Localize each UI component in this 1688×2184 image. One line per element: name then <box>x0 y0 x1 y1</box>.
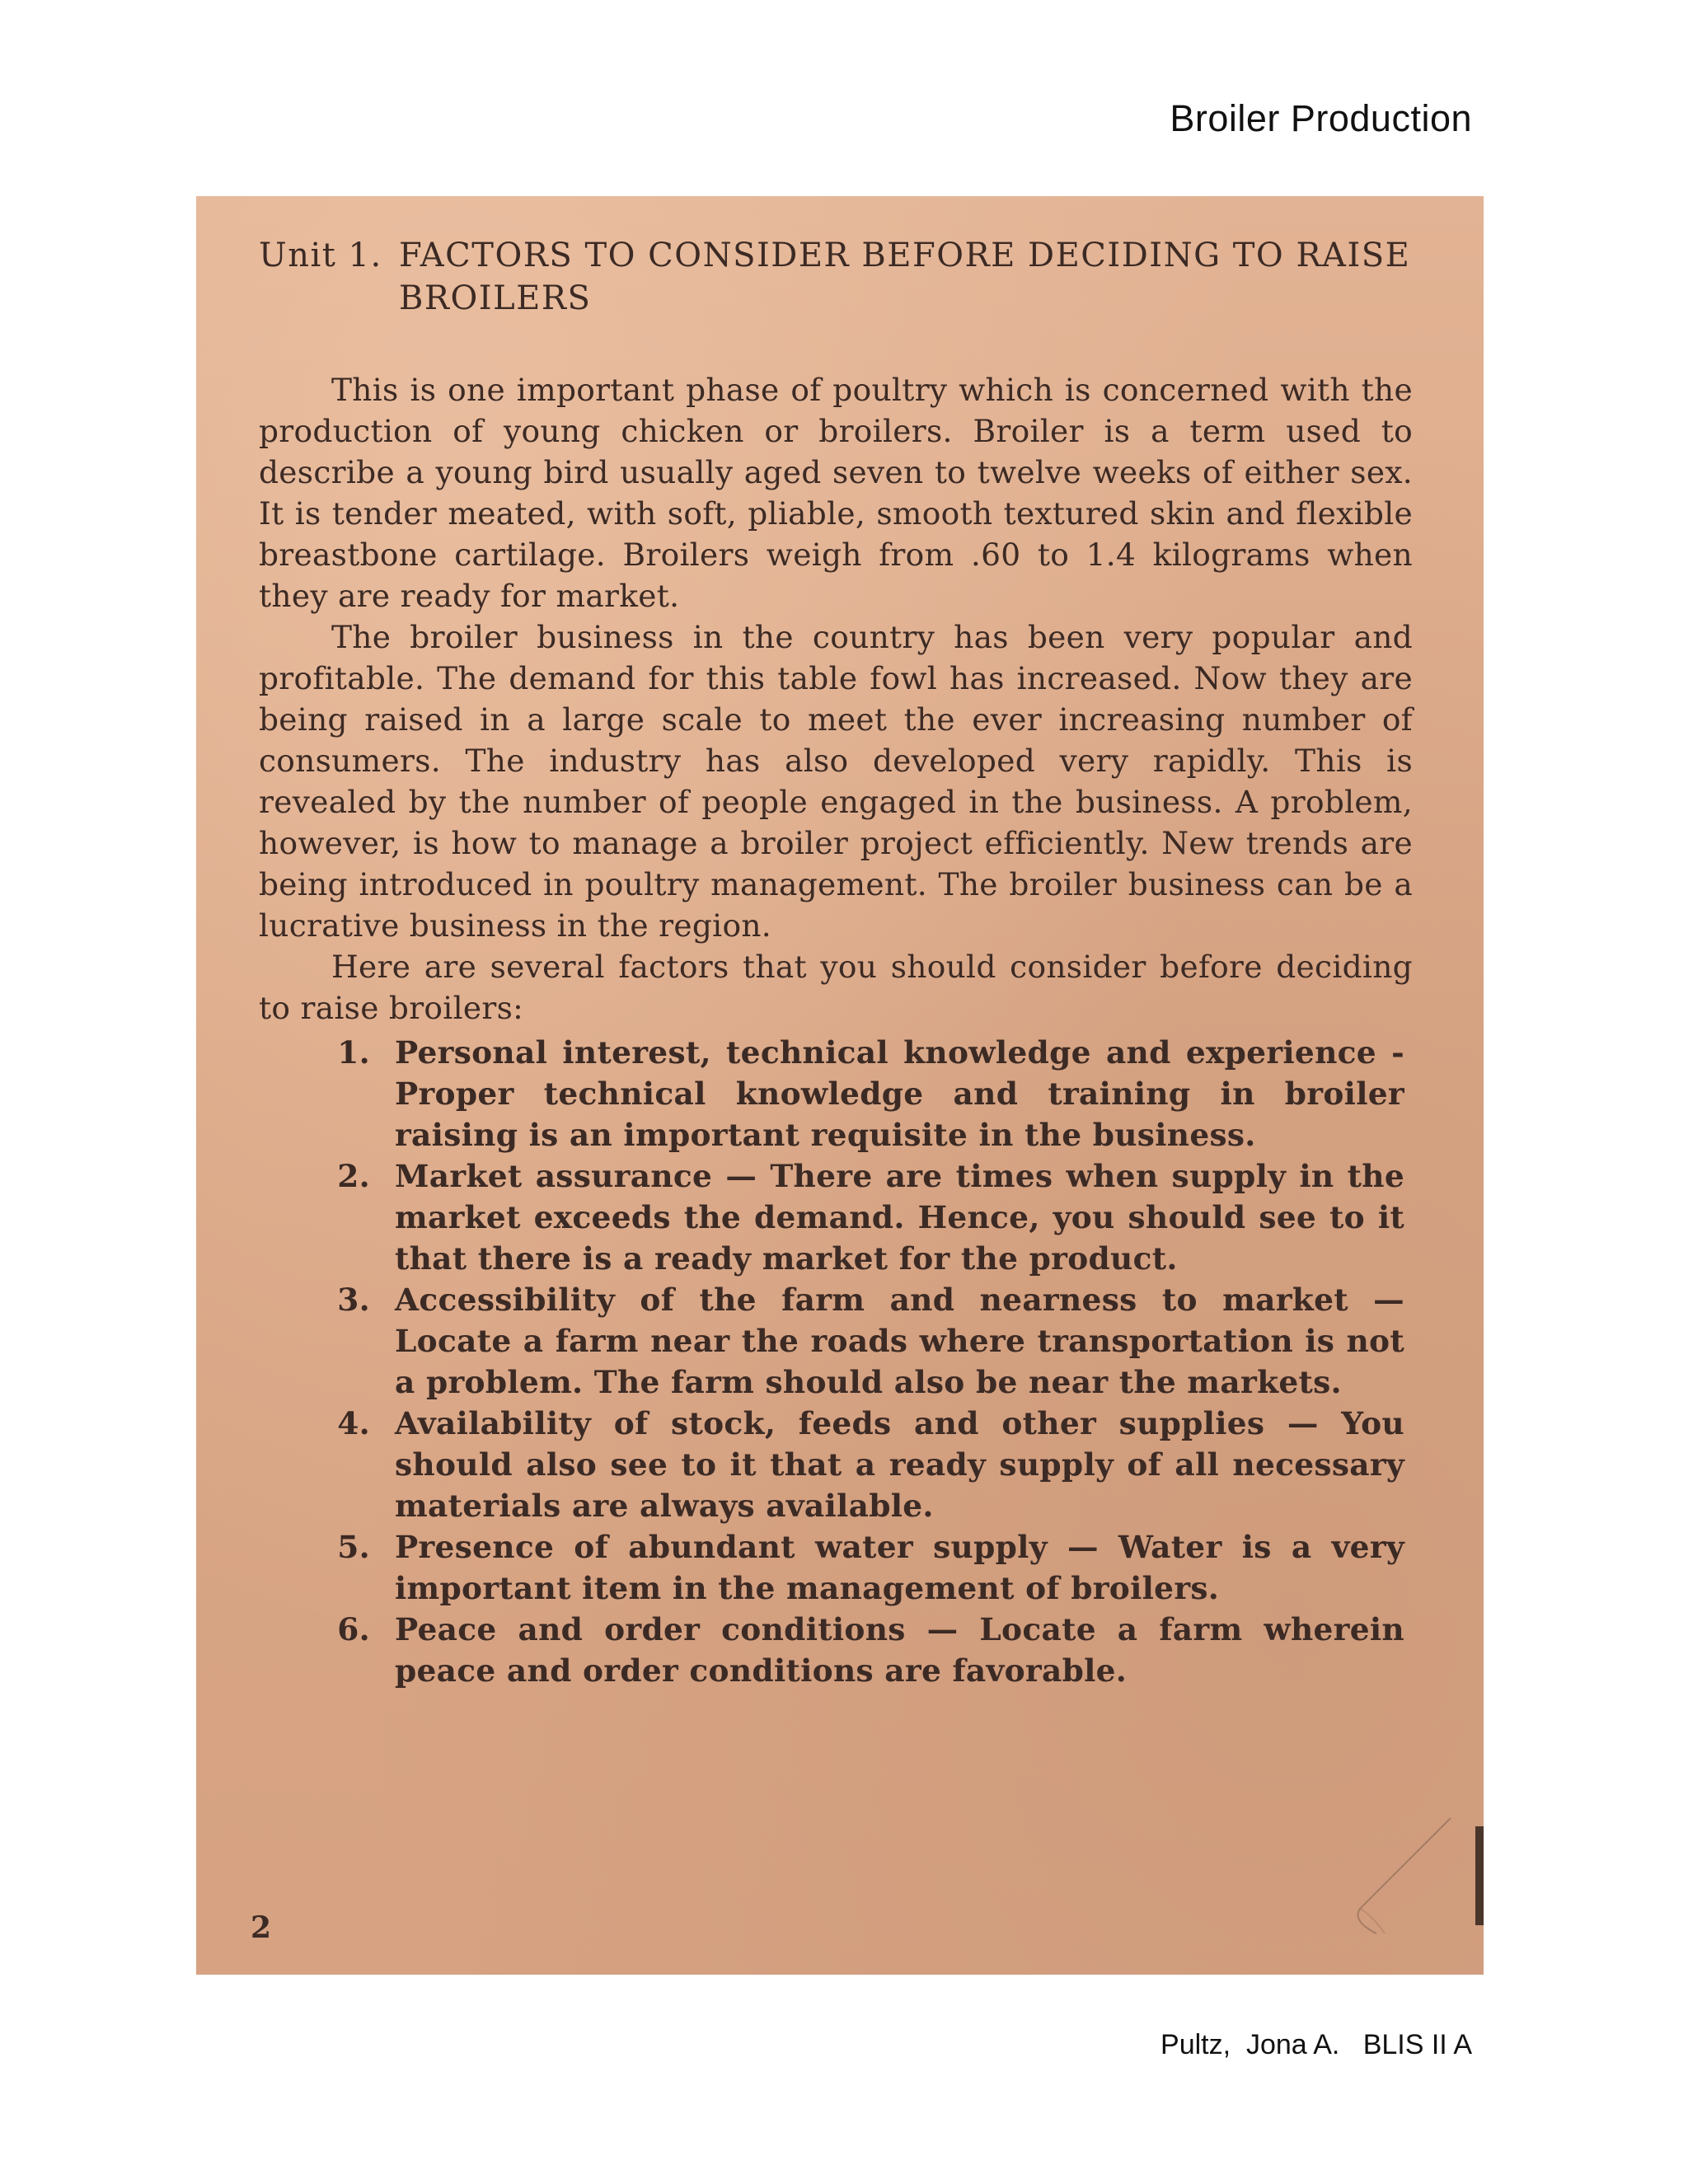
list-item <box>259 1032 1413 1155</box>
unit-title: FACTORS TO CONSIDER BEFORE DECIDING TO RAISE BROILERS <box>399 237 1411 317</box>
list-item-text: Presence of abundant water supply — Water is a very important item in the management of broilers. <box>395 1529 1404 1606</box>
unit-body <box>259 369 1413 1691</box>
paragraph-intro: This is one important phase of poultry which is concerned with the production of young chicken or broilers. Broiler is a term used to describe a young bird usually aged seven to twelve weeks of either sex. It is tender meated, with soft, pliable, smooth textured skin and flexible breastbone cartilage. Broilers weigh from .60 to 1.4 kilograms when they are ready for market. <box>259 372 1413 614</box>
page-corner-crease-icon <box>1327 1810 1459 1942</box>
scanned-page-content <box>259 234 1413 1691</box>
list-item <box>259 1279 1413 1403</box>
list-item-number: 6. <box>337 1611 370 1647</box>
unit-label: Unit 1. <box>259 237 382 274</box>
scanned-page <box>196 196 1484 1975</box>
unit-heading <box>259 234 1413 320</box>
factors-list <box>259 1032 1413 1691</box>
document-footer-author: Pultz, Jona A. BLIS II A <box>1160 2029 1472 2060</box>
list-item-text: Accessibility of the farm and nearness to market — Locate a farm near the roads where transportation is not a problem. The farm should also be near the markets. <box>395 1282 1404 1400</box>
list-item-text: Market assurance — There are times when supply in the market exceeds the demand. Hence, you should see to it that there is a ready market for the product. <box>395 1158 1404 1277</box>
list-item-number: 4. <box>337 1405 370 1441</box>
list-item <box>259 1526 1413 1609</box>
list-item-number: 2. <box>337 1158 370 1194</box>
list-item <box>259 1609 1413 1691</box>
document-header-title: Broiler Production <box>1170 97 1472 139</box>
list-item-number: 5. <box>337 1529 370 1565</box>
list-item-number: 1. <box>337 1034 370 1071</box>
page-edge-shadow <box>1475 1826 1484 1925</box>
page-number: 2 <box>251 1910 272 1945</box>
list-item <box>259 1403 1413 1526</box>
paragraph-industry: The broiler business in the country has been very popular and profitable. The demand for this table fowl has increased. Now they are being raised in a large scale to meet the ever increasing number of consumers. The industry has also developed very rapidly. This is revealed by the number of people engaged in the business. A problem, however, is how to manage a broiler project efficiently. New trends are being introduced in poultry management. The broiler business can be a lucrative business in the region. <box>259 619 1413 944</box>
paragraph-factors-lead: Here are several factors that you should consider before deciding to raise broilers: <box>259 949 1413 1026</box>
list-item-number: 3. <box>337 1282 370 1318</box>
list-item <box>259 1155 1413 1279</box>
list-item-text: Availability of stock, feeds and other supplies — You should also see to it that a ready supply of all necessary materials are always available. <box>395 1405 1404 1524</box>
list-item-text: Personal interest, technical knowledge and experience - Proper technical knowledge and training in broiler raising is an important requisite in the business. <box>395 1034 1404 1153</box>
list-item-text: Peace and order conditions — Locate a farm wherein peace and order conditions are favorable. <box>395 1611 1404 1689</box>
